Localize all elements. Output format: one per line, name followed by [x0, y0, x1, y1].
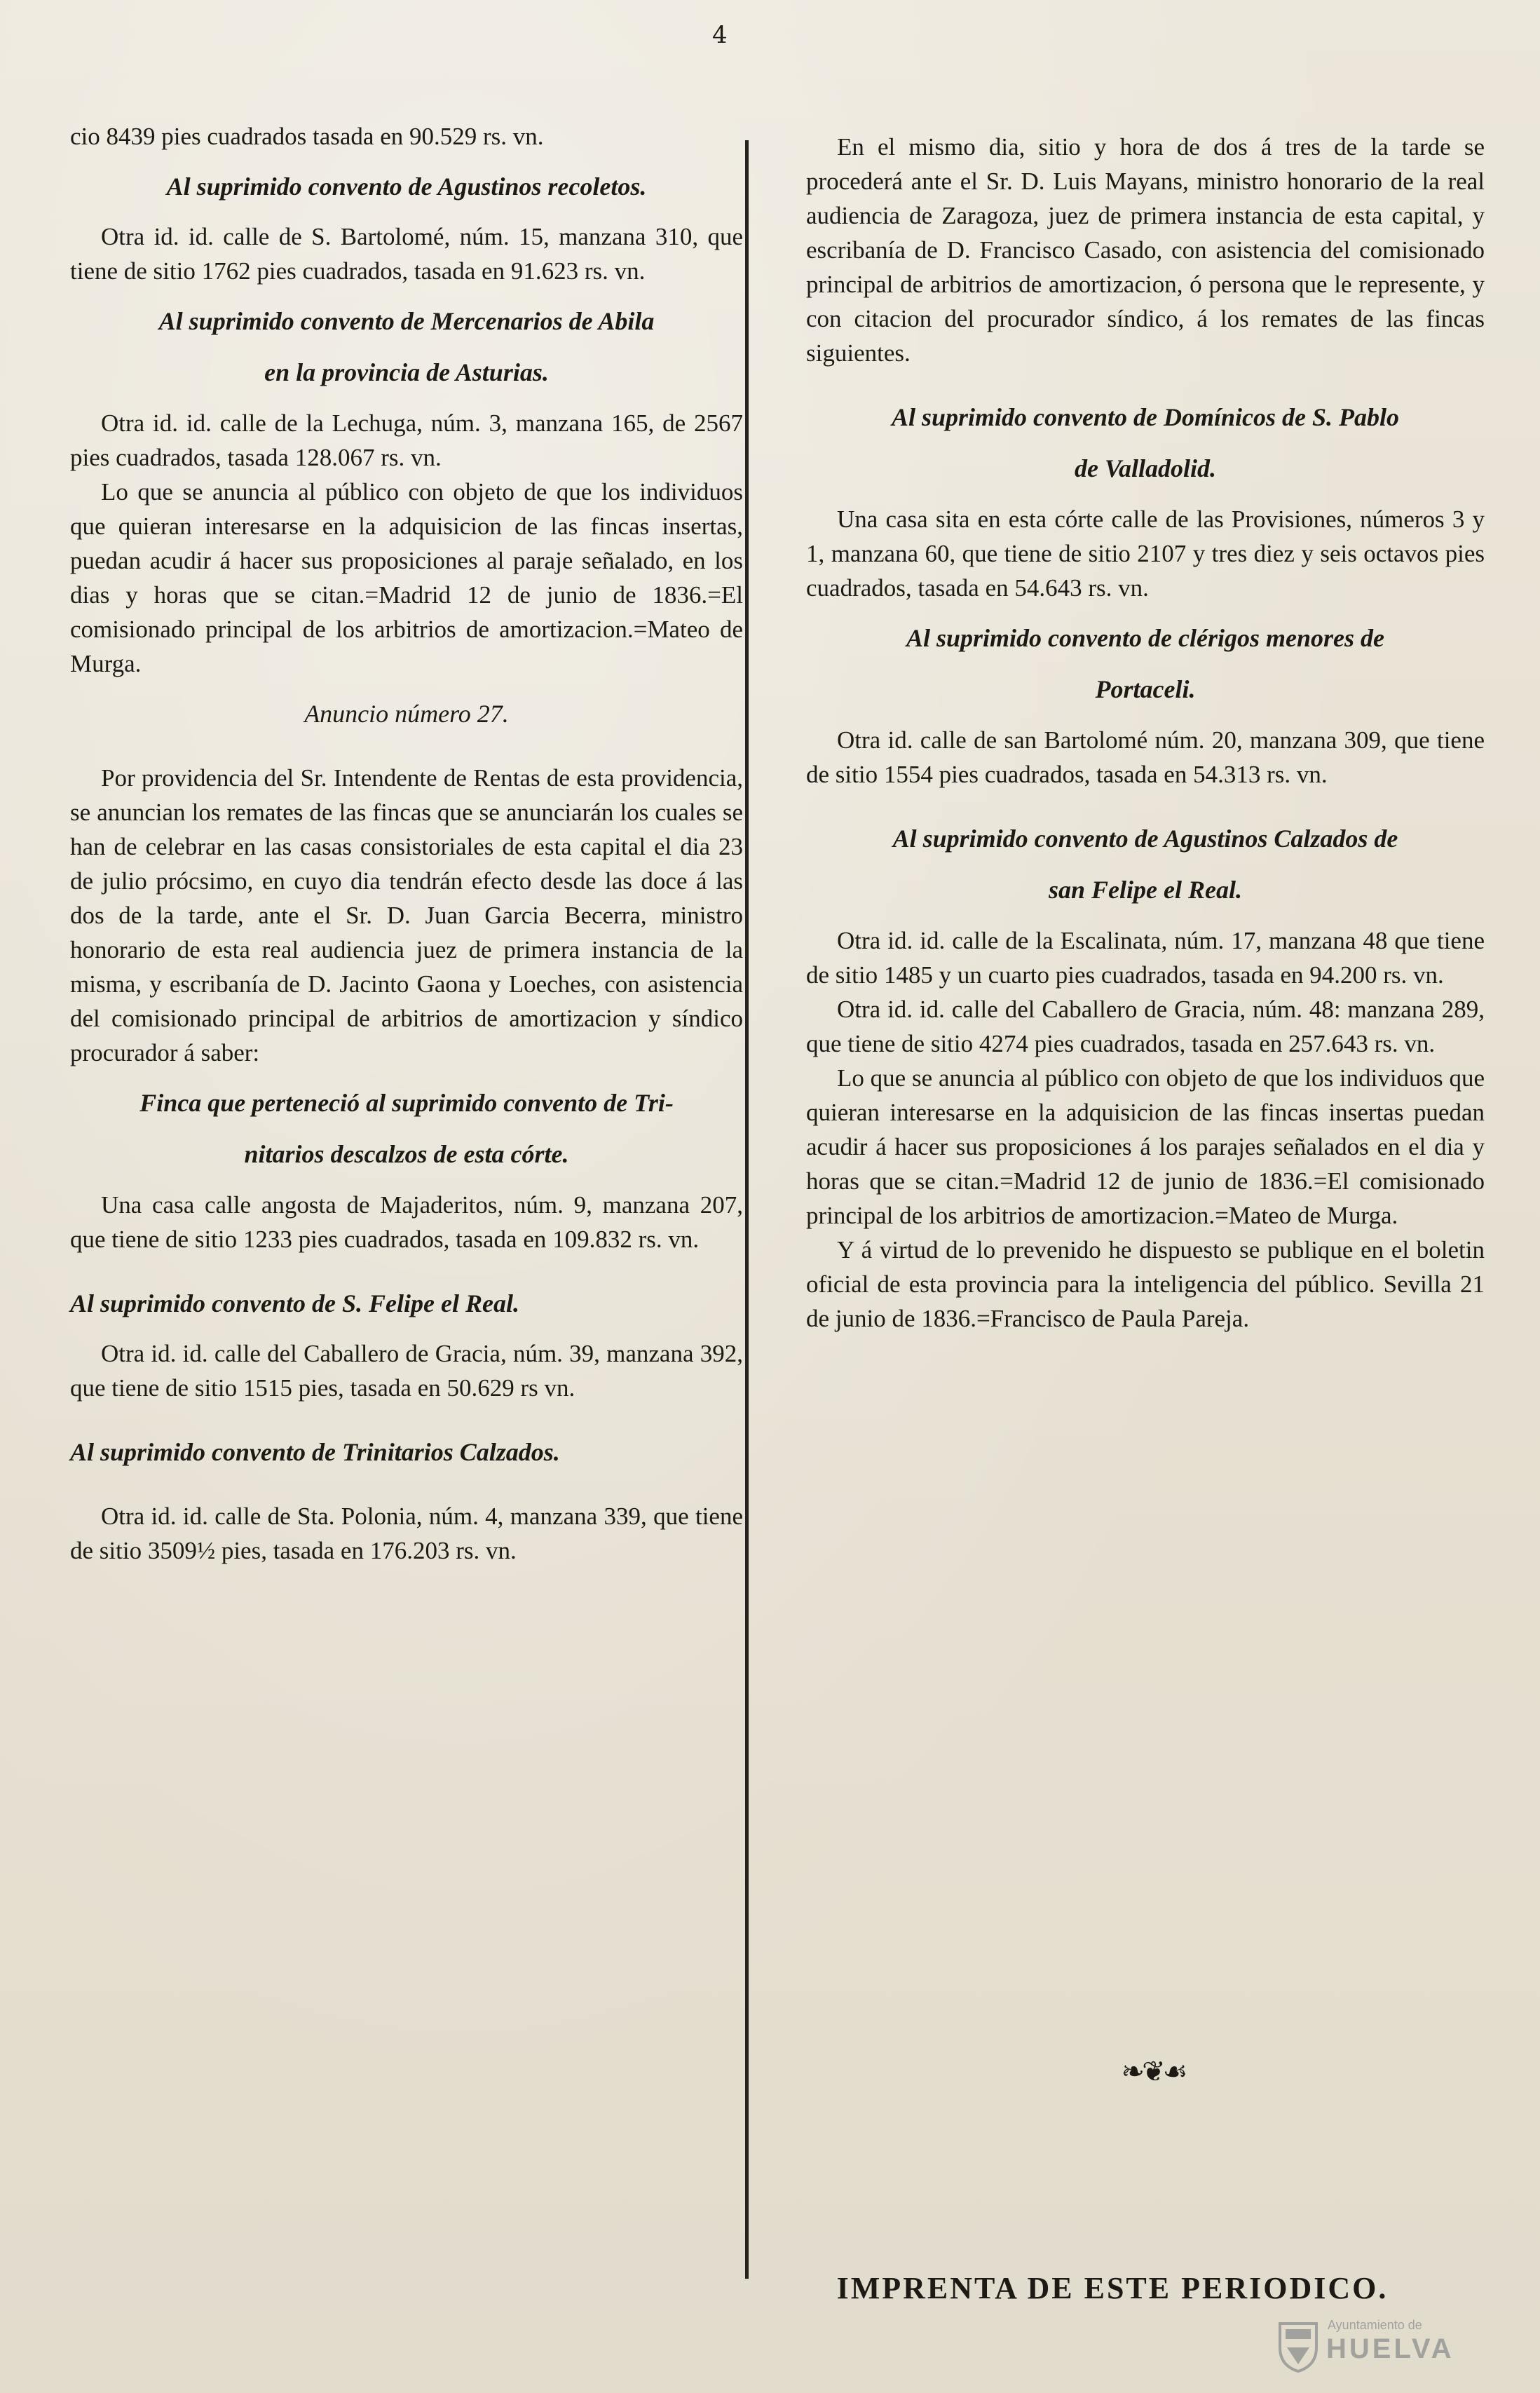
convent-heading: Al suprimido convento de S. Felipe el Real.	[70, 1289, 519, 1317]
announcement-paragraph: Lo que se anuncia al público con objeto de que los individuos que quieran interesarse en la adquisicion de las fincas insertas puedan acudir á hacer sus proposiciones á los parajes señalados en el dia y horas que se citan.=Madrid 12 de junio de 1836.=El comisionado principal de los arbitrios de amortizacion.=Mateo de Murga.	[806, 1064, 1485, 1229]
property-listing: Otra id. calle de san Bartolomé núm. 20, manzana 309, que tiene de sitio 1554 pies cuadrados, tasada en 54.313 rs. vn.	[806, 726, 1485, 788]
convent-heading: Al suprimido convento de clérigos menores de	[906, 624, 1384, 652]
convent-heading-continued: de Valladolid.	[1074, 454, 1216, 482]
coat-of-arms-icon	[1276, 2319, 1321, 2373]
convent-heading-continued: san Felipe el Real.	[1049, 876, 1242, 904]
announcement-paragraph: Lo que se anuncia al público con objeto de que los individuos que quieran interesarse en la adquisicion de las fincas insertas, puedan acudir á hacer sus proposiciones al paraje señalado, en los dias y horas que se citan.=Madrid 12 de junio de 1836.=El comisionado principal de los arbitrios de amortizacion.=Mateo de Murga.	[70, 478, 743, 677]
convent-heading: Al suprimido convento de Agustinos Calzados de	[892, 825, 1398, 853]
page-number: 4	[712, 21, 728, 49]
convent-heading: Al suprimido convento de Trinitarios Calzados.	[70, 1438, 560, 1466]
convent-heading: Finca que perteneció al suprimido convento de Tri-	[139, 1089, 674, 1117]
printer-ornament: ❧❦☙	[1121, 2056, 1185, 2088]
column-divider	[745, 140, 749, 2279]
signature-paragraph: Y á virtud de lo prevenido he dispuesto se publique en el boletin oficial de esta provincia para la inteligencia del público. Sevilla 21 de junio de 1836.=Francisco de Paula Pareja.	[806, 1236, 1485, 1332]
property-listing: Otra id. id. calle de la Lechuga, núm. 3, manzana 165, de 2567 pies cuadrados, tasada 128.067 rs. vn.	[70, 409, 743, 471]
convent-heading: Al suprimido convento de Mercenarios de Abila	[158, 307, 655, 335]
continued-listing: cio 8439 pies cuadrados tasada en 90.529 rs. vn.	[70, 123, 544, 150]
property-listing: Otra id. id. calle de Sta. Polonia, núm. 4, manzana 339, que tiene de sitio 3509½ pies, tasada en 176.203 rs. vn.	[70, 1503, 743, 1564]
watermark-title: HUELVA	[1326, 2333, 1454, 2364]
convent-heading: Al suprimido convento de Agustinos recoletos.	[166, 172, 647, 201]
convent-heading-continued: en la provincia de Asturias.	[264, 358, 549, 386]
right-column	[806, 130, 1485, 1336]
convent-heading: Al suprimido convento de Domínicos de S. Pablo	[891, 403, 1400, 431]
left-column	[70, 119, 743, 1568]
property-listing: Una casa calle angosta de Majaderitos, núm. 9, manzana 207, que tiene de sitio 1233 pies cuadrados, tasada en 109.832 rs. vn.	[70, 1191, 743, 1253]
archive-watermark	[1276, 2314, 1507, 2377]
convent-heading-continued: nitarios descalzos de esta córte.	[244, 1140, 569, 1168]
announcement-number: Anuncio número 27.	[304, 700, 509, 728]
convent-heading-continued: Portaceli.	[1095, 675, 1196, 703]
watermark-caption: Ayuntamiento de	[1328, 2318, 1422, 2332]
announcement-paragraph: En el mismo dia, sitio y hora de dos á tres de la tarde se procederá ante el Sr. D. Luis Mayans, ministro honorario de la real audiencia de Zaragoza, juez de primera instancia de esta capital, y escribanía de D. Francisco Casado, con asistencia del comisionado principal de arbitrios de amortizacion, ó persona que le represente, y con citacion del procurador síndico, á los remates de las fincas siguientes.	[806, 133, 1485, 367]
property-listing: Otra id. id. calle de S. Bartolomé, núm. 15, manzana 310, que tiene de sitio 1762 pies cuadrados, tasada en 91.623 rs. vn.	[70, 223, 743, 285]
property-listing: Una casa sita en esta córte calle de las Provisiones, números 3 y 1, manzana 60, que tiene de sitio 2107 y tres diez y seis octavos pies cuadrados, tasada en 54.643 rs. vn.	[806, 506, 1485, 602]
property-listing: Otra id. id. calle del Caballero de Gracia, núm. 39, manzana 392, que tiene de sitio 1515 pies, tasada en 50.629 rs vn.	[70, 1340, 743, 1402]
announcement-paragraph: Por providencia del Sr. Intendente de Rentas de esta providencia, se anuncian los remates de las fincas que se anunciarán los cuales se han de celebrar en las casas consistoriales de esta capital el dia 23 de julio prócsimo, en cuyo dia tendrán efecto desde las doce á las dos de la tarde, ante el Sr. D. Juan Garcia Becerra, ministro honorario de esta real audiencia juez de primera instancia de la misma, y escribanía de D. Jacinto Gaona y Loeches, con asistencia del comisionado principal de arbitrios de amortizacion y síndico procurador á saber:	[70, 764, 743, 1066]
property-listing: Otra id. id. calle de la Escalinata, núm. 17, manzana 48 que tiene de sitio 1485 y un cuarto pies cuadrados, tasada en 94.200 rs. vn.	[806, 927, 1485, 989]
imprint-line: IMPRENTA DE ESTE PERIODICO.	[836, 2271, 1389, 2305]
property-listing: Otra id. id. calle del Caballero de Gracia, núm. 48: manzana 289, que tiene de sitio 4274 pies cuadrados, tasada en 257.643 rs. vn.	[806, 996, 1485, 1057]
